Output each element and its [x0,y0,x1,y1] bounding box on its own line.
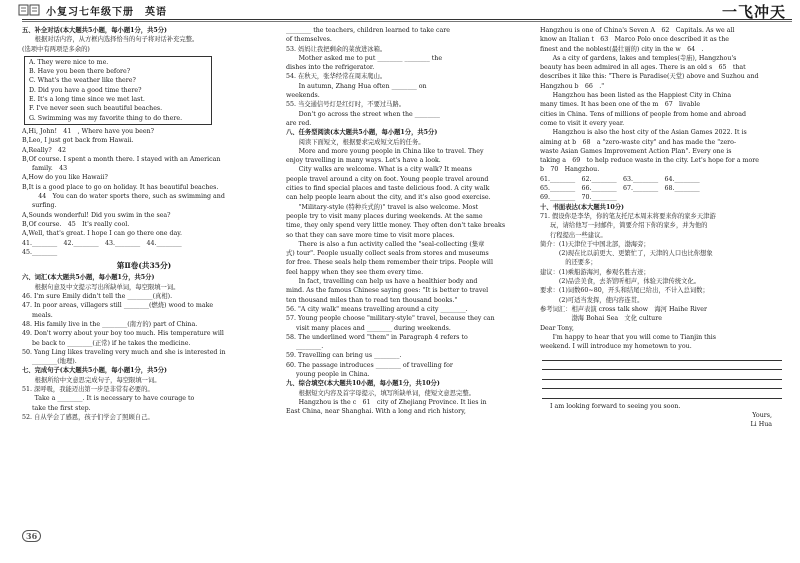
option-item: B. Have you been there before? [29,68,131,76]
passage-line: beauty has been admired in all ages. There is an old s 65 that [540,64,746,72]
question-item[interactable]: 47. In poor areas, villagers still ________(燃烧) wood to make [22,302,214,310]
task-question: young people in China. [296,370,370,378]
passage-line: There is also a fun activity called the "seal-collecting (集章 [286,240,485,248]
passage-line: waste Asian Games Improvement Action Plan". Every one is [540,147,732,155]
question-item: 54. 在秋天，张华经常在周末爬山。 [286,73,387,81]
reference-words: 参考词汇：相声表演 cross talk show 海河 Haihe River [540,305,708,313]
writing-prompt: 要求：(1)词数60~80，开头和结尾已给出，不计入总词数； [540,287,709,295]
dialogue-line: family. 43 [32,165,68,173]
question-item: dishes into the refrigerator. [286,64,375,72]
instruction: 根据短文内容及首字母提示，填写所缺单词，使短文意思完整。 [286,389,475,397]
question-item: take the first step. [32,404,91,412]
writing-prompt: (2)现在比以前更大、更繁忙了，天津的人口也比你想象 [540,250,713,258]
question-item[interactable]: Take a ________. It is necessary to have courage to [22,395,195,403]
option-item: G. Swimming was my favorite thing to do there. [29,114,183,122]
column-left [22,26,266,422]
question-item[interactable]: 48. His family live in the ________(南方的) part of China. [22,320,198,328]
task-question[interactable]: 56. "A city walk" means travelling around a city ________. [286,305,468,313]
question-item: are red. [286,119,312,127]
instruction: 根据对话内容，从方框内选择恰当的句子将对话补充完整。 [22,36,199,44]
task-question[interactable]: ________. [296,343,324,351]
passage-line: 式) tour". People usually collect seals from stores and museums [286,250,489,258]
passage-line: Hangzhou b 66 ." [540,82,605,90]
letter-signature: Li Hua [750,421,772,429]
passage-line: mind. As the famous Chinese saying goes: "It is better to travel [286,287,489,295]
dialogue-line: A,Well, that's great. I hope I can go there one day. [22,230,183,238]
passage-line: Hangzhou is the c 61 city of Zhejiang Province. It lies in [286,398,487,406]
writing-prompt: 玩，请给他写一封邮件，简要介绍下你的家乡，并为他的 [550,222,708,230]
question-item: 51. 深呼吸，我能迈出第一步是非常有必要的。 [22,385,154,393]
question-item[interactable]: ________(地理). [32,358,77,366]
book-logo-icon [18,3,40,16]
question-item[interactable]: In autumn, Zhang Hua often ________ on [286,82,427,90]
passage-line: In fact, travelling can help us have a healthier body and [286,278,478,286]
dialogue-line: 44 You can do water sports there, such as swimming and [32,193,225,201]
letter-signoff: Yours, [752,412,772,420]
passage-line: time, they only spend very little money. They often don't take breaks [286,222,506,230]
passage-line: describes it like this: "There is Paradise(天堂) above and Suzhou and [540,73,759,81]
writing-line[interactable] [542,389,782,399]
option-item: C. What's the weather like there? [29,77,136,85]
section-heading: 七、完成句子(本大题共5小题，每小题1分，共5分) [22,367,168,375]
writing-line[interactable] [542,370,782,380]
instruction: 根据所给中文意思完成句子，每空限填一词。 [22,376,161,384]
question-item: 55. 当交通信号灯是红灯时，不要过马路。 [286,101,406,109]
header-title: 小复习七年级下册 英语 [46,7,167,18]
passage-line: people travel around a city on foot. Young people travel around [286,175,489,183]
answer-blanks[interactable]: 65.________ 66.________ 67.________ 68.________ [540,185,700,193]
option-item: A. They were nice to me. [29,58,109,66]
writing-line[interactable] [542,380,782,390]
passage-line: finest and the noblest(最壮丽的) city in the w 64 . [540,45,704,53]
passage-line: can help people learn about the city, and it's also good exercise. [286,194,491,202]
dialogue-line: B,It is a good place to go on holiday. It has beautiful beaches. [22,183,219,191]
reference-words: 渤海 Bohai Sea 文化 culture [540,315,662,323]
passage-line: Hangzhou has been listed as the Happiest City in China [540,92,732,100]
dialogue-line: B,Of course. I spent a month there. I stayed with an American [22,155,221,163]
passage-line: know an Italian t 63 Marco Polo once described it as the [540,36,729,44]
page-number: 36 [22,530,41,542]
header-divider [22,19,792,20]
instruction: (选项中有两项是多余的) [22,45,90,53]
question-item: 53. 妈妈让我把剩余的菜放进冰箱。 [286,45,387,53]
passage-line: many times. It has been one of the m 67 livable [540,101,701,109]
option-item: F. I've never seen such beautiful beaches. [29,105,163,113]
task-question[interactable]: 59. Travelling can bring us ________. [286,352,402,360]
answer-blanks[interactable]: 41.________ 42.________ 43.________ 44.________ [22,239,182,247]
answer-blanks[interactable]: 61.________ 62.________ 63.________ 64.________ [540,175,700,183]
dialogue-line: surfing. [32,202,57,210]
question-item[interactable]: 46. I'm sure Emily didn't tell the ________(真相). [22,293,173,301]
writing-line[interactable] [542,351,782,361]
passage-line: aiming at b 68 a "zero-waste city" and has made the "zero- [540,138,737,146]
dialogue-line: A,Really? 42 [22,146,67,154]
instruction: 阅读下面短文，根据要求完成短文后的任务。 [286,138,425,146]
writing-line[interactable] [542,361,782,371]
writing-prompt: 71. 假设你是李华，你的笔友托尼本周末将要来你的家乡天津游 [540,212,716,220]
question-item: 52. 自从学会了感恩，孩子们学会了照顾自己。 [22,413,154,421]
question-item[interactable]: Don't go across the street when the ________ [286,110,440,118]
question-item: of themselves. [286,36,332,44]
passage-line: As a city of gardens, lakes and temples(寺庙), Hangzhou's [540,54,737,62]
writing-prompt: 行程提出一些建议。 [550,231,607,239]
passage-line: cities to find special places and taste delicious food. A city walk [286,185,490,193]
passage-line: come to visit it every year. [540,119,625,127]
passage-line: b 70 Hangzhou. [540,166,600,174]
question-item[interactable]: Mother asked me to put ________ ________ the [286,54,443,62]
passage-line: City walks are welcome. What is a city walk? It means [286,166,472,174]
header-divider-thin [22,21,792,22]
answer-blanks[interactable]: 69.________ 70.________ [540,194,617,202]
dialogue-line: A,Sounds wonderful! Did you swim in the sea? [22,211,171,219]
question-item[interactable]: be back to ________(正常) if he takes the medicine. [32,339,191,347]
writing-prompt: 建议：(1)乘船游海河，参观名胜古迹； [540,268,650,276]
task-question[interactable]: 60. The passage introduces ________ of travelling for [286,361,453,369]
letter-closing: I am looking forward to seeing you soon. [550,402,681,410]
instruction: 根据句意及中文提示写出所缺单词，每空限填一词。 [22,283,180,291]
question-item: weekends. [286,92,320,100]
dialogue-line: A,How do you like Hawaii? [22,174,108,182]
passage-line: cities in China. Tens of millions of people from home and abroad [540,110,747,118]
dialogue-line: A,Hi, John! 41 , Where have you been? [22,127,155,135]
task-question: 57. Young people choose "military-style" travel, because they can [286,315,495,323]
part-two-heading: 第Ⅱ卷(共35分) [116,261,172,271]
column-middle [286,26,522,416]
answer-blanks[interactable]: 45.________ [22,248,58,256]
passage-line: ten thousand miles than to read ten thousand books." [286,296,458,304]
passage-line: for free. These seals help them remember their trips. People will [286,259,493,267]
question-item[interactable]: ________ the teachers, children learned to take care [286,27,450,34]
letter-greeting: Dear Tony, [540,324,574,332]
passage-line: people try to visit many places during weekends. At the same [286,212,483,220]
passage-line: enjoy travelling in many ways. Let's have a look. [286,157,441,165]
passage-line: East China, near Shanghai. With a long and rich history, [286,408,466,416]
section-heading: 十、书面表达(本大题共10分) [540,203,624,211]
question-item: meals. [32,311,53,319]
brand-logo: 一飞冲天 [721,3,786,21]
section-heading: 八、任务型阅读(本大题共5小题，每小题1分，共5分) [286,129,438,137]
question-item: 49. Don't worry about your boy too much. His temperature will [22,330,224,338]
options-box [24,56,212,125]
page-header [0,0,800,20]
writing-prompt: (2)可适当发挥，使内容连贯。 [540,296,644,304]
passage-line: taking a 69 to help reduce waste in the city. Let's hope for a more [540,157,760,165]
writing-prompt: 的还要多； [540,259,597,267]
section-heading: 六、词汇(本大题共5小题，每小题1分，共5分) [22,274,155,282]
task-question: 58. The underlined word "them" in Paragraph 4 refers to [286,333,468,341]
passage-line: Hangzhou is also the host city of the Asian Games 2022. It is [540,129,747,137]
passage-line: "Military-style (特种兵式的)" travel is also welcome. Most [286,203,479,211]
option-item: D. Did you have a good time there? [29,86,142,94]
question-item: 50. Yang Ling likes traveling very much and she is interested in [22,348,226,356]
letter-opening: weekend. I will introduce my hometown to you. [540,343,692,351]
writing-prompt: 简介：(1)天津位于中国北部，渤海旁； [540,240,650,248]
column-right [540,26,788,430]
passage-line: feel happy when they see them every time. [286,268,424,276]
writing-prompt: (2)品尝美食，去茶馆听相声，体验天津传统文化。 [540,278,701,286]
passage-line: More and more young people in China like to travel. They [286,147,484,155]
option-item: E. It's a long time since we met last. [29,96,145,104]
passage-line: so that they can save more time to visit more places. [286,231,455,239]
dialogue-line: B,Leo, I just got back from Hawaii. [22,137,134,145]
passage-line: Hangzhou is one of China's Seven A 62 Capitals. As we all [540,27,735,34]
section-heading: 五、补全对话(本大题共5小题，每小题1分，共5分) [22,27,168,34]
section-heading: 九、综合填空(本大题共10小题，每小题1分，共10分) [286,380,440,388]
letter-opening: I'm happy to hear that you will come to Tianjin this [540,333,717,341]
dialogue-line: B,Of course. 45 It's really cool. [22,220,130,228]
task-question[interactable]: visit many places and ________ during weekends. [296,324,451,332]
